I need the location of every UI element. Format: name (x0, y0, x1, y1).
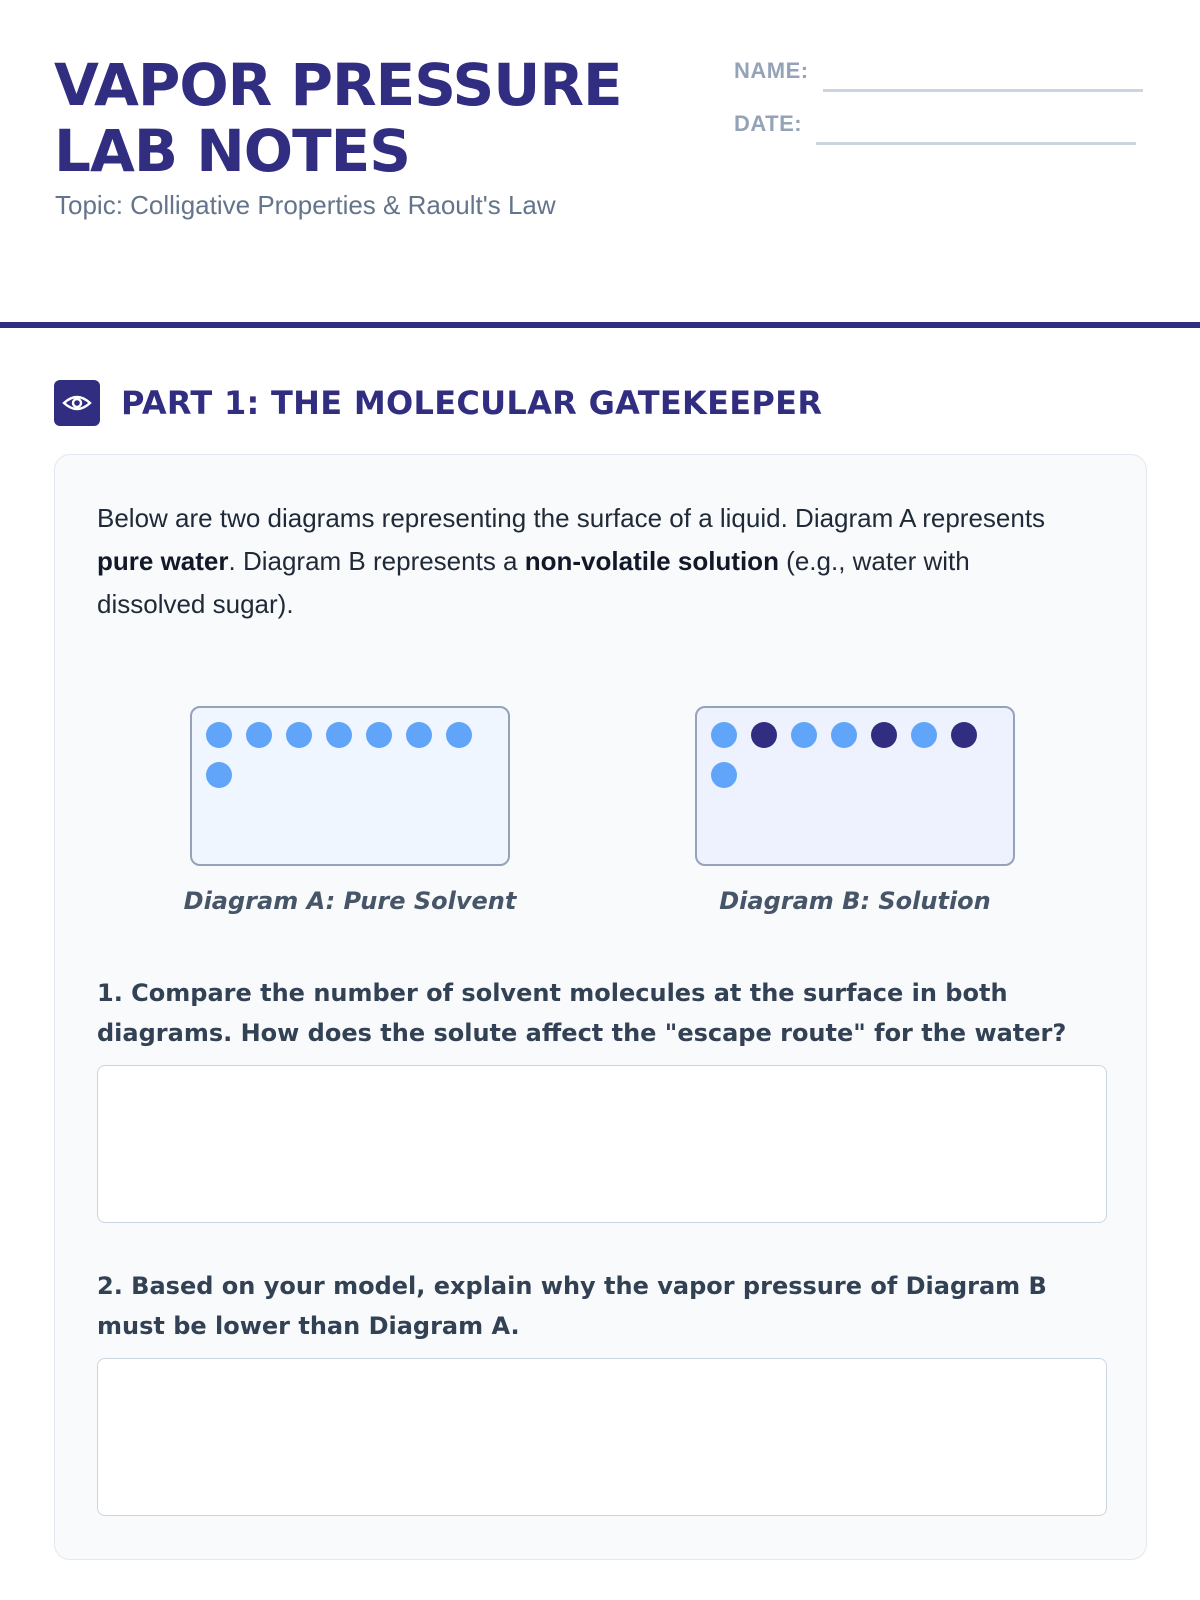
diagram-a-pure-solvent (190, 706, 510, 866)
date-field (734, 111, 1136, 137)
intro-text-3: (e.g., water with dissolved sugar). (97, 546, 970, 619)
intro-bold-solution: non-volatile solution (524, 546, 779, 576)
intro-text-2: . Diagram B represents a (228, 546, 525, 576)
title-line-2: LAB NOTES (54, 117, 411, 185)
solvent-molecule (406, 722, 432, 748)
diagram-b-solution (695, 706, 1015, 866)
solvent-molecule (711, 722, 737, 748)
date-label: DATE: (734, 111, 803, 136)
solvent-molecule (711, 762, 737, 788)
eye-icon (54, 380, 100, 426)
answer-box-1[interactable] (97, 1065, 1107, 1223)
intro-paragraph (97, 497, 1057, 626)
solvent-molecule (206, 722, 232, 748)
solute-molecule (951, 722, 977, 748)
answer-box-2[interactable] (97, 1358, 1107, 1516)
solvent-molecule (326, 722, 352, 748)
question-2: 2. Based on your model, explain why the vapor pressure of Diagram B must be lower than Diagram A. (97, 1272, 1047, 1340)
solvent-molecule (366, 722, 392, 748)
part-1-card (54, 454, 1147, 1560)
page-title (54, 52, 622, 184)
name-input-line[interactable] (823, 89, 1143, 92)
name-field (734, 58, 1143, 84)
topic-subtitle: Topic: Colligative Properties & Raoult's Law (55, 190, 556, 220)
solvent-molecule (286, 722, 312, 748)
date-input-line[interactable] (816, 142, 1136, 145)
solvent-molecule (246, 722, 272, 748)
solvent-molecule (446, 722, 472, 748)
section-title: PART 1: THE MOLECULAR GATEKEEPER (121, 384, 823, 422)
diagram-b-caption: Diagram B: Solution (719, 887, 991, 915)
diagram-b-molecules (697, 708, 1013, 864)
solvent-molecule (831, 722, 857, 748)
solvent-molecule (206, 762, 232, 788)
intro-bold-pure-water: pure water (97, 546, 229, 576)
intro-text-1: Below are two diagrams representing the surface of a liquid. Diagram A represents (97, 503, 1046, 533)
diagram-a-molecules (192, 708, 508, 864)
solute-molecule (751, 722, 777, 748)
section-header (54, 380, 822, 426)
name-label: NAME: (734, 58, 809, 83)
diagram-a-caption: Diagram A: Pure Solvent (183, 887, 517, 915)
solvent-molecule (911, 722, 937, 748)
solute-molecule (871, 722, 897, 748)
title-line-1: VAPOR PRESSURE (54, 51, 622, 119)
question-1: 1. Compare the number of solvent molecules at the surface in both diagrams. How does the solute affect the "escape route" for the water? (97, 979, 1067, 1047)
solvent-molecule (791, 722, 817, 748)
worksheet-header (0, 0, 1200, 328)
